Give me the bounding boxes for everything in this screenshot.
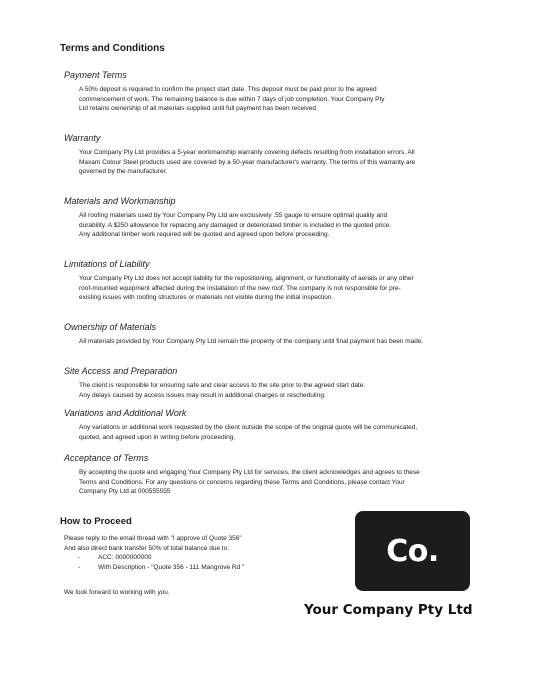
section-warranty [64,133,480,177]
section-line: Any additional timber work required will be quoted and agreed upon before proceeding. [79,231,330,239]
section-heading: Acceptance of Terms [64,453,149,463]
section-line: All materials provided by Your Company Pty Ltd remain the property of the company until final payment has been made. [79,338,424,345]
section-materials-workmanship [64,196,480,240]
section-line: roof-mounted equipment affected during the installation of the new roof. The company is not responsible for pre- [79,284,401,292]
bullet-marker: - [78,563,81,571]
section-body [79,148,480,177]
section-line: Your Company Pty Ltd provides a 5-year workmanship warranty covering defects resulting from installation errors. All [79,149,415,156]
logo-text: Co. [386,533,439,569]
section-line: governed by the manufacturer. [79,168,168,176]
section-acceptance [64,453,480,497]
section-payment-terms [64,70,480,114]
page-title: Terms and Conditions [60,43,165,54]
section-limitations-liability [64,259,480,303]
section-body [79,211,480,240]
section-heading: Payment Terms [64,70,127,80]
section-line: Maxam Colour Steel products used are covered by a 50-year manufacturer's warranty. The terms of this warranty are [79,158,416,166]
section-line: Terms and Conditions. For any questions or concerns regarding these Terms and Conditions, please contact Your [79,478,405,486]
section-line: quoted, and agreed upon in writing before proceeding. [79,433,236,441]
section-line: By accepting the quote and engaging Your Company Pty Ltd for services, the client acknowledges and agrees to these [79,469,420,476]
how-to-proceed-body [64,534,324,572]
section-line: Ltd retains ownership of all materials supplied until full payment has been received. [79,105,318,113]
bullet-text: ACC: 0000000000 [98,554,152,562]
section-heading: Site Access and Preparation [64,366,178,376]
section-line: Your Company Pty Ltd does not accept liability for the repositioning, alignment, or functionality of aerials or any other [79,275,414,282]
section-line: All roofing materials used by Your Company Pty Ltd are exclusively .55 gauge to ensure optimal quality and [79,212,388,219]
closing-line: We look forward to working with you. [64,589,170,596]
section-line: Any delays caused by access issues may result in additional charges or rescheduling. [79,391,326,399]
section-heading: Limitations of Liability [64,259,150,269]
instruction-line: And also direct bank transfer 50% of total balance due to: [64,544,230,552]
bullet-marker: - [78,554,81,562]
section-body [79,337,480,347]
bullet-item [78,563,324,573]
section-heading: Variations and Additional Work [64,408,187,418]
section-line: durability. A $250 allowance for replacing any damaged or deteriorated timber is included in the quoted price. [79,221,392,229]
section-heading: Warranty [64,133,101,143]
section-body [79,468,480,497]
section-line: Company Pty Ltd at 000555555 [79,488,171,496]
section-line: commencement of work. The remaining balance is due within 7 days of job completion. Your Company Pty [79,95,385,103]
bullet-item [78,553,324,563]
section-line: A 50% deposit is required to confirm the project start date. This deposit must be paid prior to the agreed [79,86,377,93]
section-body [79,381,480,400]
section-body [79,274,480,303]
section-body [79,423,480,442]
section-line: existing issues with roofing structures or materials not visible during the initial inspection. [79,294,334,302]
section-variations [64,408,480,442]
section-body [79,85,480,114]
section-heading: Materials and Workmanship [64,196,176,206]
section-line: Any variations or additional work requested by the client outside the scope of the original quote will be communicated, [79,424,418,431]
company-logo [355,511,470,591]
section-heading: Ownership of Materials [64,322,157,332]
section-line: The client is responsible for ensuring safe and clear access to the site prior to the agreed start date. [79,382,366,389]
instruction-line: Please reply to the email thread with "I approve of Quote 356" [64,535,242,542]
section-site-access [64,366,480,400]
section-ownership-materials [64,322,480,347]
company-name: Your Company Pty Ltd [304,602,473,618]
bullet-text: With Description - "Quote 356 - 111 Mangrove Rd " [98,563,245,571]
how-to-proceed-title: How to Proceed [60,516,132,527]
